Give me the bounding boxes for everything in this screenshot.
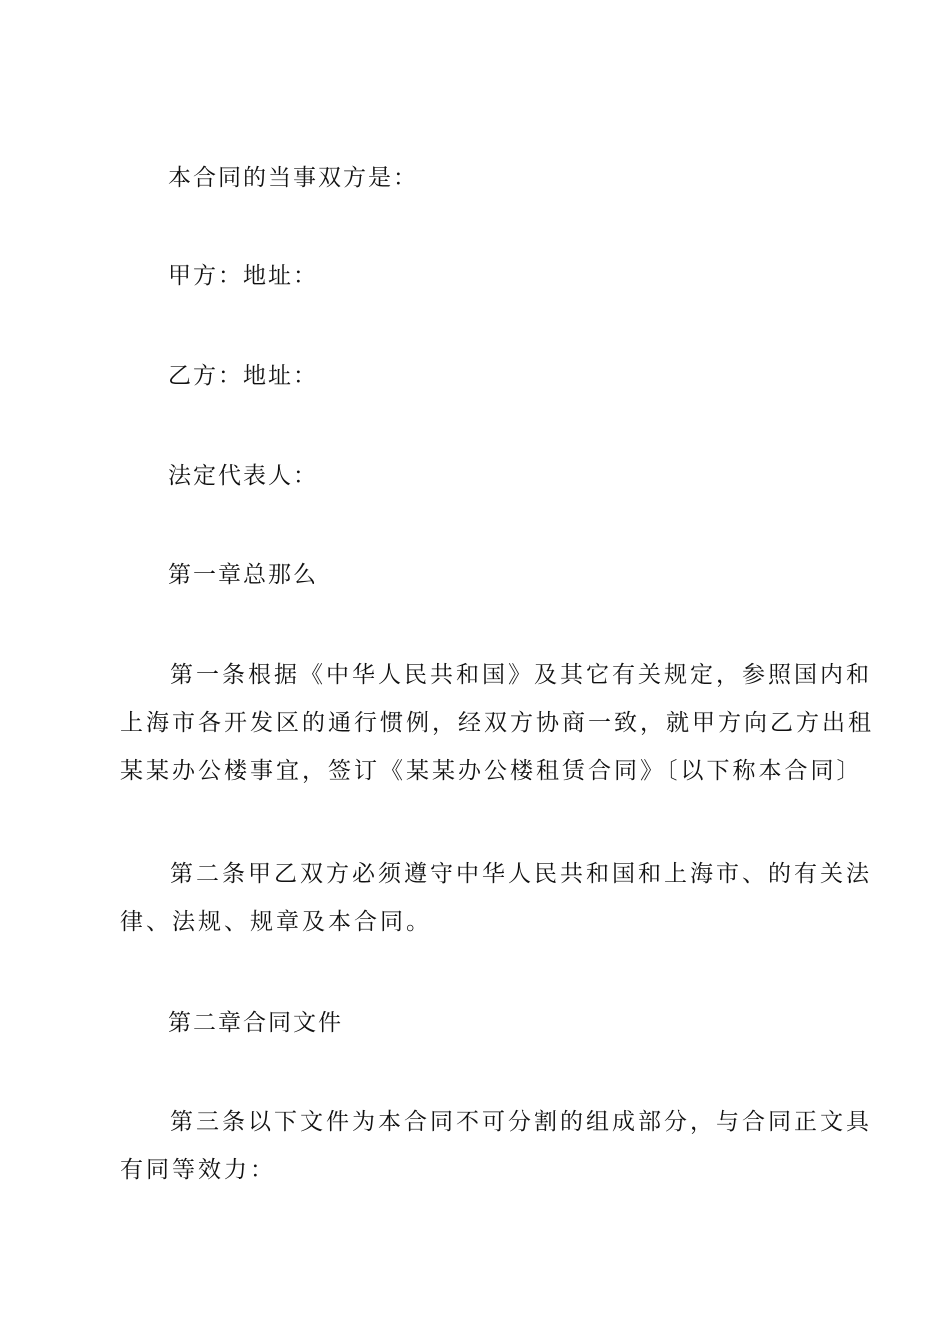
article-3-line-2: 有同等效力： — [120, 1157, 276, 1183]
article-3-line-1: 第三条以下文件为本合同不可分割的组成部分，与合同正文具 — [170, 1109, 872, 1135]
party-b-address: 乙方：地址： — [168, 363, 318, 389]
article-2-line-2: 律、法规、规章及本合同。 — [120, 909, 432, 935]
article-3 — [120, 1098, 872, 1194]
article-1-line-2: 上海市各开发区的通行惯例，经双方协商一致，就甲方向乙方出租 — [120, 710, 874, 736]
chapter-1-title: 第一章总那么 — [168, 562, 318, 588]
article-2-line-1: 第二条甲乙双方必须遵守中华人民共和国和上海市、的有关法 — [170, 861, 872, 887]
article-1-line-3: 某某办公楼事宜，签订《某某办公楼租赁合同》〔以下称本合同〕 — [120, 758, 863, 784]
legal-representative: 法定代表人： — [168, 463, 318, 489]
chapter-2-title: 第二章合同文件 — [168, 1010, 343, 1036]
article-2 — [120, 850, 872, 946]
article-1-line-1: 第一条根据《中华人民共和国》及其它有关规定，参照国内和 — [170, 662, 872, 688]
party-a-address: 甲方：地址： — [168, 263, 318, 289]
parties-intro: 本合同的当事双方是： — [168, 165, 418, 191]
article-1 — [120, 651, 874, 795]
